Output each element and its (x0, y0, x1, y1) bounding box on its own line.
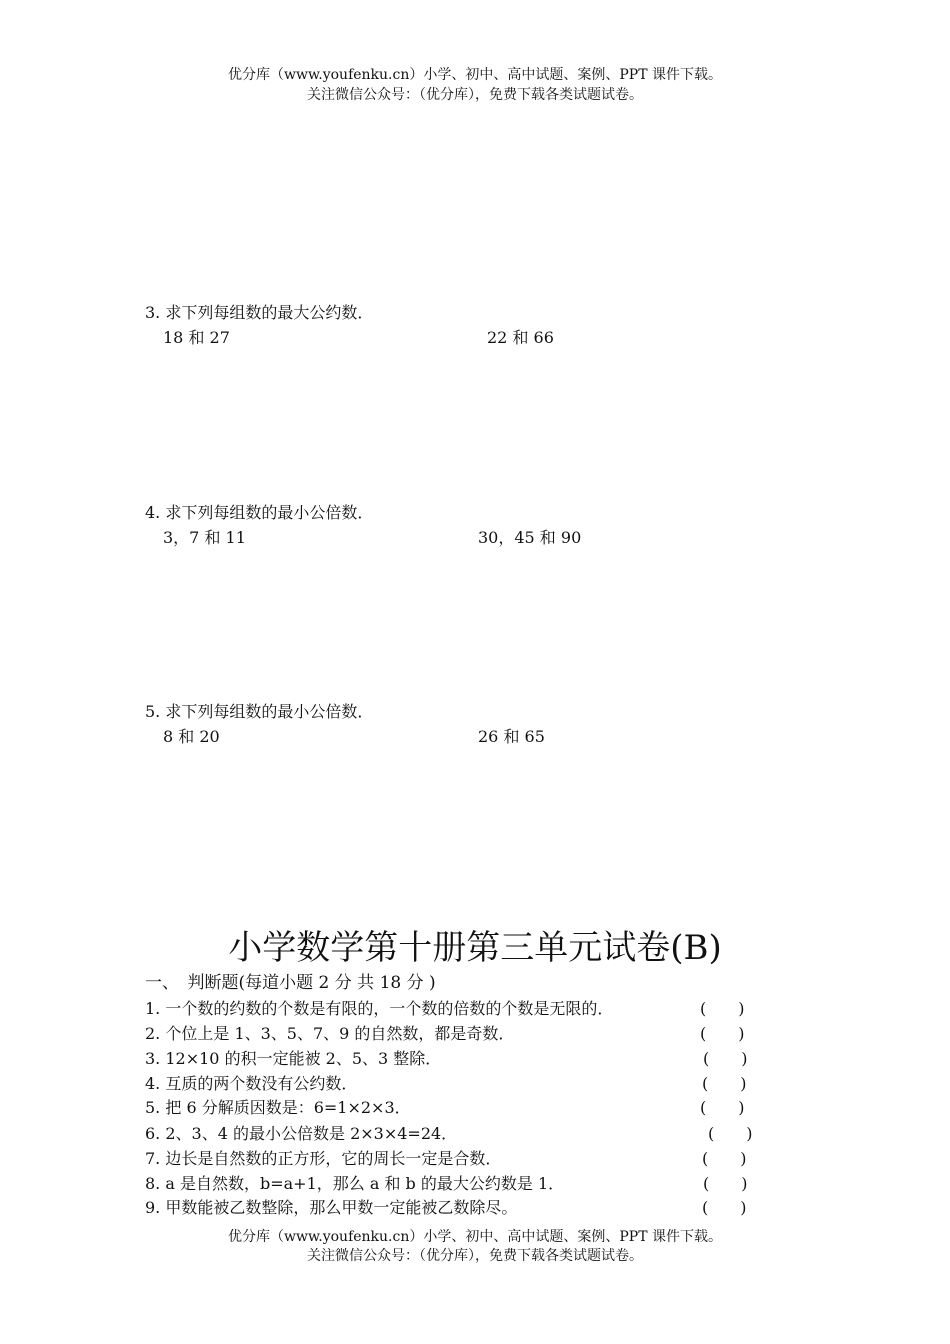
question-3-pair-right: 22 和 66 (487, 328, 554, 347)
exam-title: 小学数学第十册第三单元试卷(B) (228, 928, 722, 968)
judge-item-4-answer[interactable]: ( ) (702, 1074, 747, 1093)
judge-item-4: 4. 互质的两个数没有公约数． (145, 1074, 358, 1093)
judge-item-3: 3. 12×10 的积一定能被 2、5、3 整除． (145, 1049, 442, 1068)
judge-item-5: 5. 把 6 分解质因数是：6=1×2×3． (145, 1098, 411, 1117)
judge-item-7: 7. 边长是自然数的正方形，它的周长一定是合数． (145, 1149, 502, 1168)
question-5-pair-right: 26 和 65 (478, 727, 545, 746)
judge-item-8-answer[interactable]: ( ) (703, 1174, 748, 1193)
judge-item-1-answer[interactable]: ( ) (700, 999, 745, 1018)
judge-item-5-answer[interactable]: ( ) (700, 1098, 745, 1117)
question-4-pair-right: 30，45 和 90 (478, 528, 582, 547)
question-5-title: 5. 求下列每组数的最小公倍数． (145, 702, 374, 721)
question-4-title: 4. 求下列每组数的最小公倍数． (145, 503, 374, 522)
question-3-pair-left: 18 和 27 (163, 328, 230, 347)
question-4-pair-left: 3，7 和 11 (163, 528, 246, 547)
judge-item-2-answer[interactable]: ( ) (700, 1024, 745, 1043)
header-line-2: 关注微信公众号：（优分库），免费下载各类试题试卷。 (307, 87, 643, 103)
judge-item-9-answer[interactable]: ( ) (702, 1198, 747, 1217)
judge-item-6-answer[interactable]: ( ) (708, 1124, 753, 1143)
footer-line-1: 优分库（www.youfenku.cn）小学、初中、高中试题、案例、PPT 课件下载。 (227, 1229, 722, 1245)
question-5-pair-left: 8 和 20 (163, 727, 220, 746)
judge-item-6: 6. 2、3、4 的最小公倍数是 2×3×4=24． (145, 1124, 458, 1143)
judge-item-1: 1. 一个数的约数的个数是有限的，一个数的倍数的个数是无限的． (145, 999, 614, 1018)
judge-item-9: 9. 甲数能被乙数整除，那么甲数一定能被乙数除尽。 (145, 1198, 518, 1217)
section-1-heading: 一、 判断题(每道小题 2 分 共 18 分 ) (145, 973, 436, 993)
judge-item-8: 8. a 是自然数，b=a+1，那么 a 和 b 的最大公约数是 1． (145, 1174, 565, 1193)
judge-item-7-answer[interactable]: ( ) (702, 1149, 747, 1168)
question-3-title: 3. 求下列每组数的最大公约数． (145, 303, 374, 322)
judge-item-2: 2. 个位上是 1、3、5、7、9 的自然数，都是奇数． (145, 1024, 515, 1043)
judge-item-3-answer[interactable]: ( ) (703, 1049, 748, 1068)
footer-line-2: 关注微信公众号：（优分库），免费下载各类试题试卷。 (307, 1248, 643, 1264)
header-line-1: 优分库（www.youfenku.cn）小学、初中、高中试题、案例、PPT 课件下载。 (227, 67, 722, 83)
